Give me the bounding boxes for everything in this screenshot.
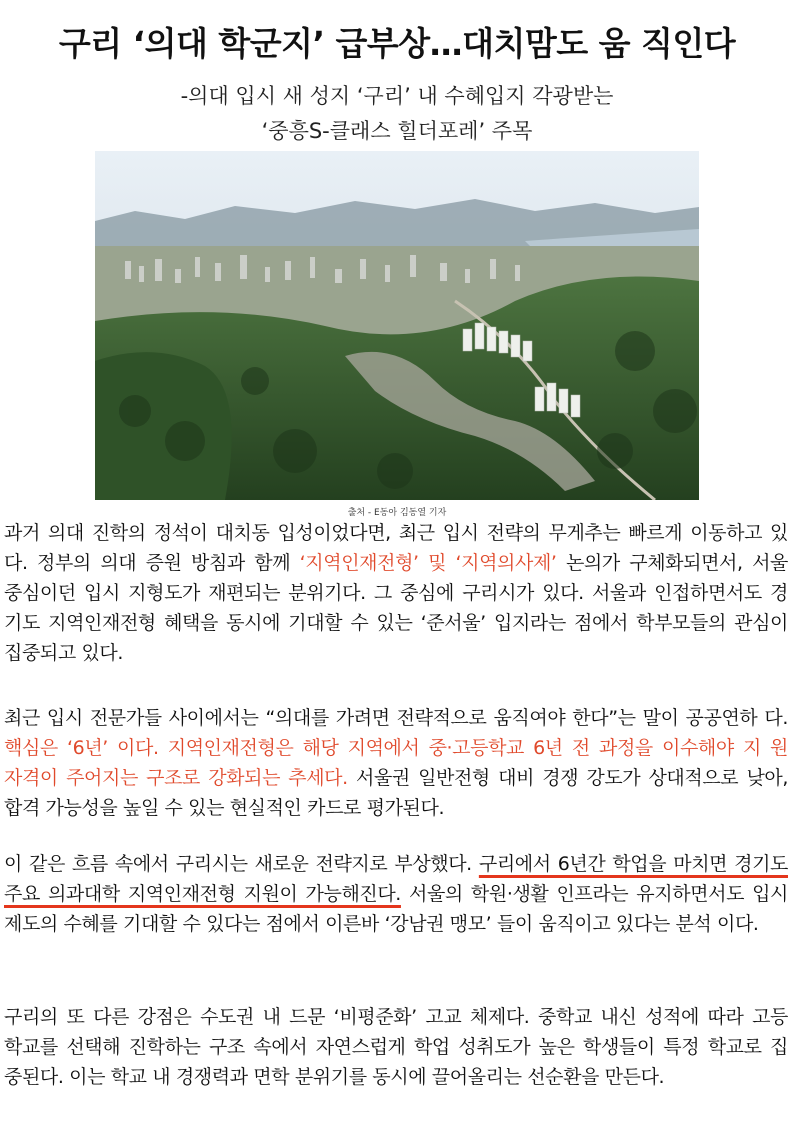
paragraph-3 bbox=[4, 849, 788, 939]
paragraph-3-underlined: 구리에서 6년간 학업을 마치면 경기도 주요 의과대학 지역인재전형 지원이 가능해진다. bbox=[4, 853, 788, 905]
article-subtitle-line1: -의대 입시 새 성지 ‘구리’ 내 수혜입지 각광받는 bbox=[180, 84, 614, 108]
paragraph-1 bbox=[4, 518, 788, 668]
paragraph-2-highlight: 핵심은 ‘6년’ 이다. 지역인재전형은 해당 지역에서 중·고등학교 6년 전 과정을 이수해야 지 원 자격이 주어지는 구조로 강화되는 추세다. bbox=[4, 737, 788, 789]
aerial-city-photo bbox=[95, 151, 699, 500]
paragraph-1-text-a: 과거 의대 진학의 정석이 대치동 입성이었다면, 최근 입시 전략의 무게추는 빠르게 이동하고 있 다. 정부의 의대 증원 방침과 함께 bbox=[4, 522, 788, 574]
paragraph-2-text-b: 서울권 일반전형 대비 경쟁 강도가 상대적으로 낮아, 합격 가능성을 높일 수 있는 현실적인 카드로 평가된다. bbox=[4, 767, 789, 819]
paragraph-1-text-b: 논의가 구체화되면서, 서울 중심이던 입시 지형도가 재편되는 분위기다. 그 중심에 구리시가 있다. 서울과 인접하면서도 경 기도 지역인재전형 혜택을 동시에 기대할 수 있는 ‘준서울’ 입지라는 점에서 학부모들의 관심이 집중되고 있다. bbox=[4, 552, 788, 664]
paragraph-2-text-a: 최근 입시 전문가들 사이에서는 “의대를 가려면 전략적으로 움직여야 한다”는 말이 공공연하 다. bbox=[4, 707, 788, 729]
article-headline: 구리 ‘의대 학군지’ 급부상…대치맘도 움 직인다 bbox=[58, 24, 736, 63]
article-subtitle-line2: ‘중흥S-클래스 힐더포레’ 주목 bbox=[261, 119, 533, 143]
paragraph-3-text-b: 서울의 학원·생활 인프라는 유지하면서도 입시 제도의 수혜를 기대할 수 있다는 점에서 이른바 ‘강남권 맹모’ 들이 움직이고 있다는 분석 이다. bbox=[4, 883, 789, 935]
paragraph-2 bbox=[4, 703, 788, 823]
paragraph-4: 구리의 또 다른 강점은 수도권 내 드문 ‘비평준화’ 고교 체제다. 중학교 내신 성적에 따라 고등 학교를 선택해 진학하는 구조 속에서 자연스럽게 학업 성취도가 높은 학생들이 특정 학교로 집 중된다. 이는 학교 내 경쟁력과 면학 분위기를 동시에 끌어올리는 선순환을 만든다. bbox=[4, 1006, 788, 1088]
paragraph-1-highlight: ‘지역인재전형’ 및 ‘지역의사제’ bbox=[299, 552, 557, 574]
paragraph-3-text-a: 이 같은 흐름 속에서 구리시는 새로운 전략지로 부상했다. bbox=[4, 853, 479, 875]
photo-caption: 출처 - E동아 김동열 기자 bbox=[347, 508, 447, 518]
aerial-photo-illustration bbox=[95, 151, 699, 500]
